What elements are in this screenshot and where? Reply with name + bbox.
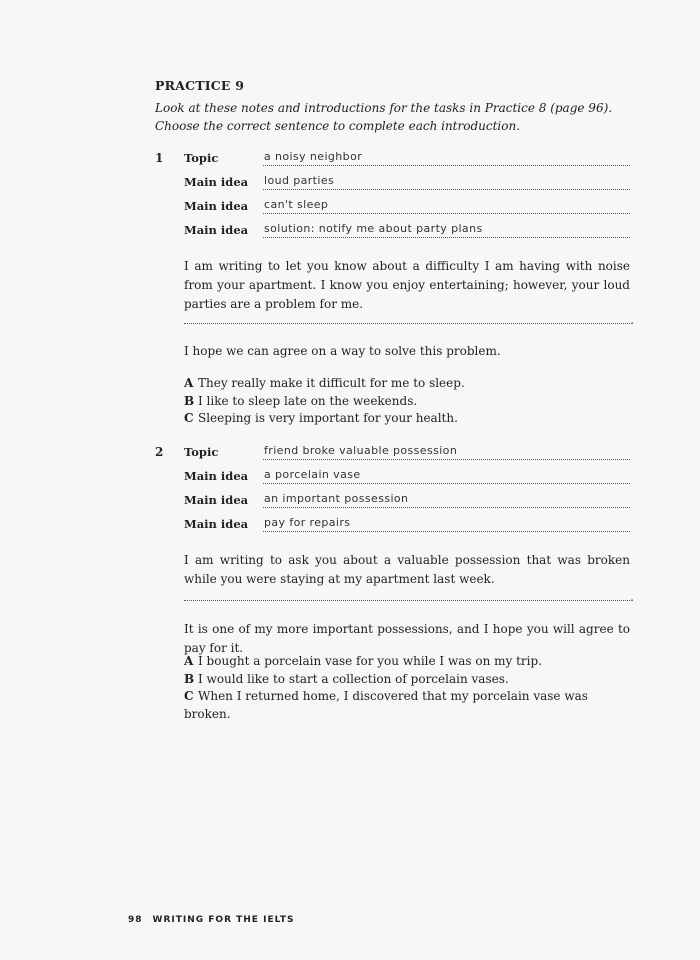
answer-blank[interactable] [184, 590, 634, 604]
option-letter: B [184, 671, 195, 686]
option[interactable] [184, 688, 630, 721]
option-letter: C [184, 689, 194, 703]
answer-blank[interactable] [184, 313, 634, 327]
intro-paragraph: I am writing to let you know about a difficulty I am having with noise from your apartment. I know you enjoy entertaining; however, your loud parties are a problem for me. [184, 259, 630, 311]
note-label: Main idea [184, 175, 249, 189]
question-number: 1 [155, 151, 164, 165]
dotted-line [263, 507, 630, 508]
option[interactable] [184, 410, 630, 428]
dotted-line [263, 531, 630, 532]
note-value: pay for repairs [264, 516, 351, 529]
intro-paragraph: I am writing to ask you about a valuable possession that was broken while you were staying at my apartment last week. [184, 553, 630, 586]
note-label: Main idea [184, 199, 249, 213]
note-label: Main idea [184, 469, 249, 483]
dotted-line [263, 189, 630, 190]
question-number: 2 [155, 445, 164, 459]
note-value: a noisy neighbor [264, 150, 363, 163]
note-label: Topic [184, 445, 219, 459]
blank-end-punctuation: . [630, 590, 634, 604]
option-letter: B [184, 393, 195, 408]
note-label: Main idea [184, 517, 249, 531]
option-text: I would like to start a collection of porcelain vases. [198, 671, 509, 686]
note-row [184, 151, 630, 169]
dotted-line [263, 165, 630, 166]
note-value: can't sleep [264, 198, 329, 211]
closing-sentence: It is one of my more important possessions, and I hope you will agree to pay for it. [184, 622, 630, 655]
note-label: Topic [184, 151, 219, 165]
note-value: a porcelain vase [264, 468, 361, 481]
option-text: I bought a porcelain vase for you while I was on my trip. [198, 654, 542, 668]
note-row [184, 175, 630, 193]
page-footer [128, 915, 294, 925]
option-text: They really make it difficult for me to sleep. [198, 376, 465, 390]
note-value: an important possession [264, 492, 409, 505]
dotted-line [263, 483, 630, 484]
book-title: WRITING FOR THE IELTS [152, 915, 295, 925]
note-value: solution: notify me about party plans [264, 222, 483, 235]
option[interactable] [184, 393, 630, 411]
page-number: 98 [128, 915, 143, 925]
note-value: friend broke valuable possession [264, 444, 458, 457]
option[interactable] [184, 375, 630, 393]
note-row [184, 517, 630, 535]
dotted-line [263, 459, 630, 460]
closing-sentence: I hope we can agree on a way to solve this problem. [184, 344, 501, 358]
practice-heading: PRACTICE 9 [155, 78, 245, 93]
note-row [184, 469, 630, 487]
dotted-line [263, 213, 630, 214]
note-row [184, 199, 630, 217]
option-letter: A [184, 376, 194, 390]
option[interactable] [184, 653, 630, 671]
option-letter: A [184, 654, 194, 668]
dotted-line [263, 237, 630, 238]
option-text: Sleeping is very important for your health. [198, 411, 458, 425]
note-value: loud parties [264, 174, 335, 187]
note-row [184, 493, 630, 511]
note-row [184, 445, 630, 463]
option[interactable] [184, 671, 630, 689]
note-label: Main idea [184, 223, 249, 237]
note-label: Main idea [184, 493, 249, 507]
option-list [184, 653, 630, 721]
option-text: I like to sleep late on the weekends. [198, 393, 418, 408]
blank-end-punctuation: . [630, 313, 634, 327]
option-text: When I returned home, I discovered that my porcelain vase was broken. [184, 689, 588, 721]
option-list [184, 375, 630, 428]
option-letter: C [184, 411, 194, 425]
note-row [184, 223, 630, 241]
instructions: Look at these notes and introductions for the tasks in Practice 8 (page 96). Choose the correct sentence to complete each introduction. [155, 101, 613, 133]
